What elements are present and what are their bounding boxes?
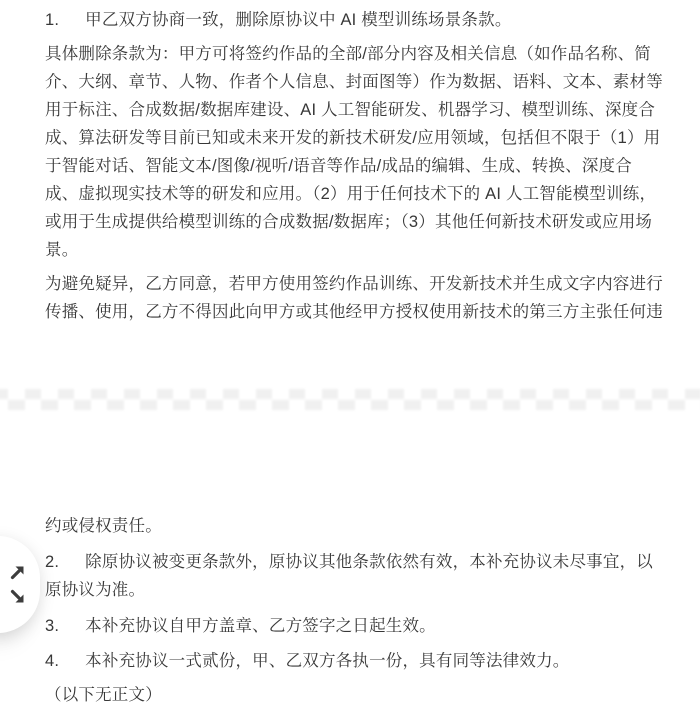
contract-text-top-section <box>45 6 663 332</box>
clause-number: 1. <box>45 11 60 29</box>
clause-number: 4. <box>45 652 60 670</box>
clause-item-3 <box>45 612 663 640</box>
expand-screenshot-button[interactable] <box>0 536 40 633</box>
continuation-paragraph: 约或侵权责任。 <box>45 517 162 535</box>
torn-edge-divider <box>0 389 700 411</box>
clause-text: 本补充协议自甲方盖章、乙方签字之日起生效。 <box>85 617 436 635</box>
torn-edge-top-row <box>0 389 700 399</box>
arrow-up-right-icon <box>9 563 27 581</box>
clause-item-2 <box>45 548 663 604</box>
arrow-down-right-icon <box>9 588 27 606</box>
clause-item-1 <box>45 6 663 34</box>
clause-text: 甲乙双方协商一致，删除原协议中 AI 模型训练场景条款。 <box>85 11 512 29</box>
clause-item-4 <box>45 647 663 675</box>
avoid-doubt-paragraph: 为避免疑异，乙方同意，若甲方使用签约作品训练、开发新技术并生成文字内容进行传播、使用，乙方不得因此向甲方或其他经甲方授权使用新技术的第三方主张任何违 <box>45 275 663 321</box>
clause-text: 本补充协议一式贰份，甲、乙双方各执一份，具有同等法律效力。 <box>85 652 570 670</box>
clause-text: 除原协议被变更条款外，原协议其他条款依然有效，本补充协议未尽事宜，以原协议为准。 <box>45 553 653 599</box>
end-of-text-note: （以下无正文） <box>45 686 162 704</box>
clause-number: 3. <box>45 617 60 635</box>
torn-edge-bottom-row <box>0 400 700 410</box>
contract-text-bottom-section <box>45 512 663 708</box>
deleted-clause-detail-paragraph: 具体删除条款为：甲方可将签约作品的全部/部分内容及相关信息（如作品名称、简介、大纲、章节、人物、作者个人信息、封面图等）作为数据、语料、文本、素材等用于标注、合成数据/数据库建设、AI 人工智能研发、机器学习、模型训练、深度合成、算法研发等目前已知或未来开发的新技术研发/应用领域，包括但不限于（1）用于智能对话、智能文本/图像/视听/语音等作品/成品的编辑、生成、转换、深度合成、虚拟现实技术等的研发和应用。（2）用于任何技术下的 AI 人工智能模型训练，或用于生成提供给模型训练的合成数据/数据库；（3）其他任何新技术研发或应用场景。 <box>45 45 663 259</box>
clause-number: 2. <box>45 553 60 571</box>
